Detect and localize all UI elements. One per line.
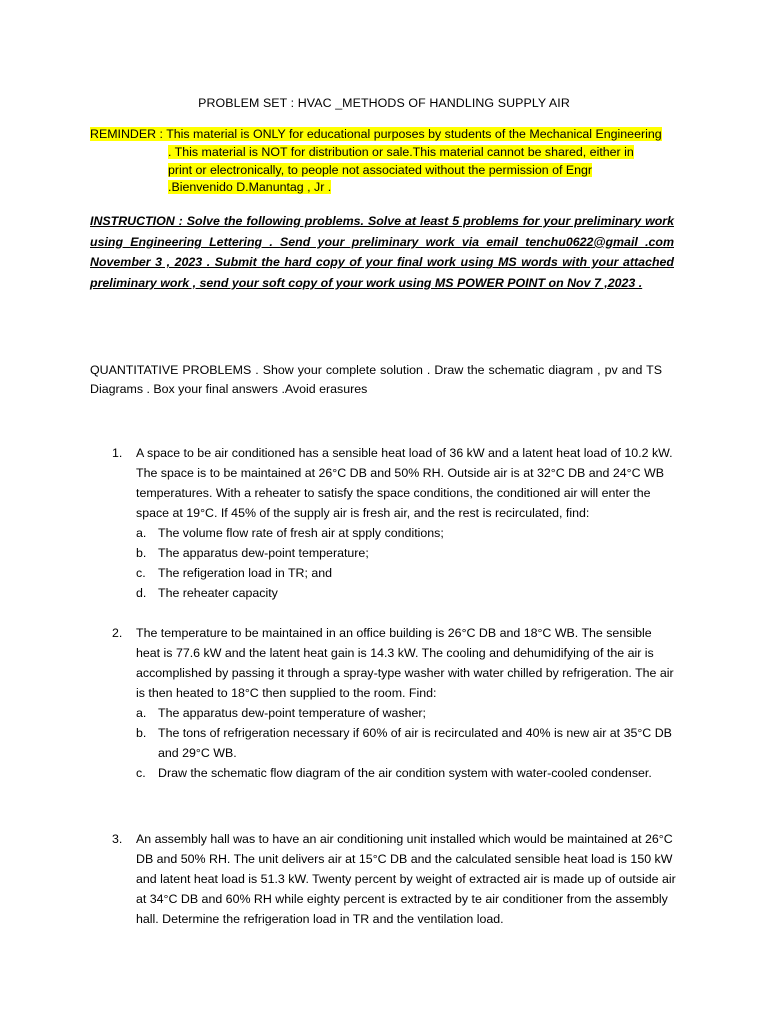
sub-question-text: The tons of refrigeration necessary if 60% of air is recirculated and 40% is new air at 35°C DB and 29°C WB. <box>158 726 672 760</box>
sub-question-text: The volume flow rate of fresh air at spply conditions; <box>158 526 444 540</box>
problem-text: A space to be air conditioned has a sensible heat load of 36 kW and a latent heat load of 10.2 kW. The space is to be maintained at 26°C DB and 50% RH. Outside air is at 32°C DB and 24°C WB temperatures. With a reheater to satisfy the space conditions, the conditioned air will enter the space at 19°C. If 45% of the supply air is fresh air, and the rest is recirculated, find: <box>136 446 673 520</box>
problem-item <box>112 443 678 603</box>
sub-question-letter: a. <box>136 706 147 720</box>
instruction-paragraph: INSTRUCTION : Solve the following problems. Solve at least 5 problems for your preliminary work using Engineering Lettering . Send your preliminary work via email tenchu0622@gmail .com November 3 , 2023 . Submit the hard copy of your final work using MS words with your attached preliminary work , send your soft copy of your work using MS POWER POINT on Nov 7 ,2023 . <box>90 214 674 290</box>
sub-question-text: The refigeration load in TR; and <box>158 566 333 580</box>
sub-question <box>136 563 678 583</box>
reminder-line: . This material is NOT for distribution or sale.This material cannot be shared, either in <box>168 144 634 159</box>
problem-item <box>112 623 678 783</box>
sub-question-letter: c. <box>136 766 146 780</box>
problem-item <box>112 829 678 929</box>
sub-question-text: The apparatus dew-point temperature of washer; <box>158 706 426 720</box>
problem-number: 1. <box>112 446 123 460</box>
problem-number: 2. <box>112 626 123 640</box>
sub-question <box>136 523 678 543</box>
reminder-line: print or electronically, to people not associated without the permission of Engr <box>168 162 593 177</box>
sub-question-text: The apparatus dew-point temperature; <box>158 546 369 560</box>
document-title: PROBLEM SET : HVAC _METHODS OF HANDLING SUPPLY AIR <box>198 96 570 110</box>
sub-question <box>136 583 678 603</box>
sub-question-letter: c. <box>136 566 146 580</box>
sub-question <box>136 723 678 763</box>
sub-question-letter: d. <box>136 586 147 600</box>
problem-text: The temperature to be maintained in an office building is 26°C DB and 18°C WB. The sensible heat is 77.6 kW and the latent heat gain is 14.3 kW. The cooling and dehumidifying of the air is accomplished by passing it through a spray-type washer with water chilled by refrigeration. The air is then heated to 18°C then supplied to the room. Find: <box>136 626 674 700</box>
reminder-line: .Bienvenido D.Manuntag , Jr . <box>168 180 332 195</box>
sub-question-letter: b. <box>136 546 147 560</box>
reminder-block <box>90 126 690 197</box>
sub-question <box>136 703 678 723</box>
sub-question-text: The reheater capacity <box>158 586 278 600</box>
sub-question-letter: b. <box>136 726 147 740</box>
sub-question <box>136 763 678 783</box>
problem-text: An assembly hall was to have an air conditioning unit installed which would be maintained at 26°C DB and 50% RH. The unit delivers air at 15°C DB and the calculated sensible heat load is 150 kW and latent heat load is 51.3 kW. Twenty percent by weight of extracted air is made up of outside air at 34°C DB and 60% RH while eighty percent is extracted by te air conditioner from the assembly hall. Determine the refrigeration load in TR and the ventilation load. <box>136 832 676 926</box>
sub-question-letter: a. <box>136 526 147 540</box>
reminder-line: REMINDER : This material is ONLY for educational purposes by students of the Mechanical Engineering <box>90 127 662 141</box>
sub-question <box>136 543 678 563</box>
problem-number: 3. <box>112 832 123 846</box>
sub-question-text: Draw the schematic flow diagram of the air condition system with water-cooled condenser. <box>158 766 652 780</box>
quantitative-problems-intro: QUANTITATIVE PROBLEMS . Show your complete solution . Draw the schematic diagram , pv and TS Diagrams . Box your final answers .Avoid erasures <box>90 363 662 396</box>
